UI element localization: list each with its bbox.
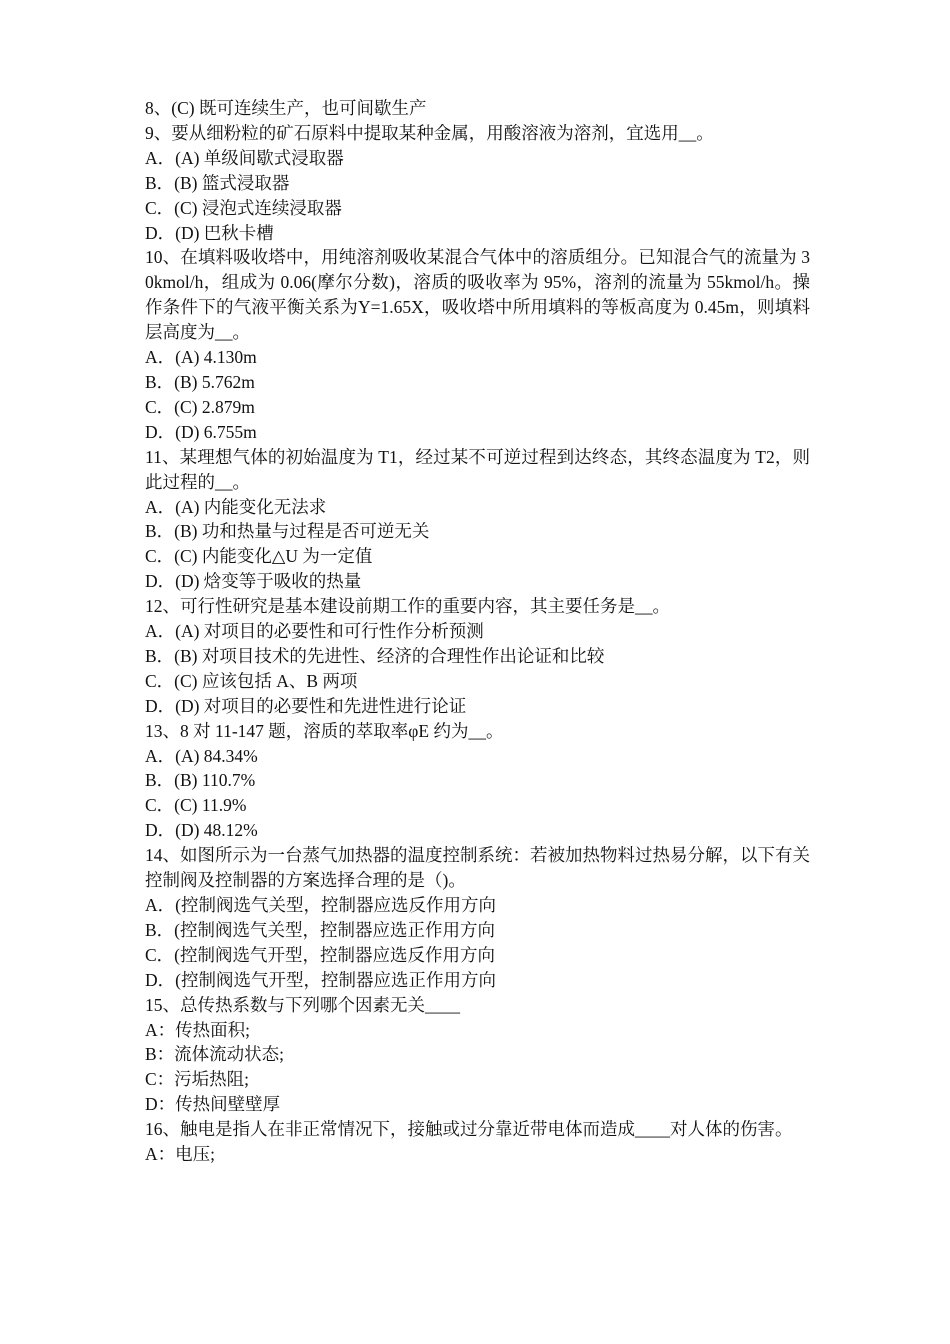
text-line: 8、(C) 既可连续生产，也可间歇生产 bbox=[145, 98, 427, 118]
option-c: C．(C) 11.9% bbox=[145, 795, 247, 816]
question-14: 14、如图所示为一台蒸气加热器的温度控制系统：若被加热物料过热易分解，以下有关控制阀及控制器的方案选择合理的是（)。 bbox=[145, 845, 810, 891]
option-b: B．(B) 5.762m bbox=[145, 371, 255, 392]
option-c: C．(控制阀选气开型，控制器应选反作用方向 bbox=[145, 944, 495, 965]
question-11: 11、某理想气体的初始温度为 T1，经过某不可逆过程到达终态，其终态温度为 T2，则此过程的__。 bbox=[145, 446, 810, 492]
option-a: A．(A) 对项目的必要性和可行性作分析预测 bbox=[145, 621, 484, 642]
option-c: C：污垢热阻; bbox=[145, 1069, 250, 1090]
option-a: A．(A) 4.130m bbox=[145, 347, 257, 368]
option-c: C．(C) 内能变化△U 为一定值 bbox=[145, 546, 373, 567]
option-d: D．(D) 焓变等于吸收的热量 bbox=[145, 571, 362, 592]
document-page bbox=[145, 96, 810, 1167]
question-15: 15、总传热系数与下列哪个因素无关____ bbox=[145, 994, 460, 1015]
option-a: A．(A) 内能变化无法求 bbox=[145, 496, 327, 517]
option-d: D．(D) 48.12% bbox=[145, 820, 258, 841]
question-16: 16、触电是指人在非正常情况下，接触或过分靠近带电体而造成____对人体的伤害。 bbox=[145, 1119, 793, 1140]
option-b: B．(B) 110.7% bbox=[145, 770, 256, 791]
option-d: D：传热间壁壁厚 bbox=[145, 1094, 281, 1115]
option-d: D．(D) 巴秋卡槽 bbox=[145, 222, 274, 243]
option-d: D．(D) 6.755m bbox=[145, 421, 257, 442]
option-a: A：电压; bbox=[145, 1144, 215, 1165]
option-b: B．(B) 对项目技术的先进性、经济的合理性作出论证和比较 bbox=[145, 645, 605, 666]
option-b: B．(B) 篮式浸取器 bbox=[145, 172, 290, 193]
option-b: B．(B) 功和热量与过程是否可逆无关 bbox=[145, 521, 430, 542]
question-10: 10、在填料吸收塔中，用纯溶剂吸收某混合气体中的溶质组分。已知混合气的流量为 30kmol/h，组成为 0.06(摩尔分数)，溶质的吸收率为 95%，溶剂的流量为 55kmol/h。操作条件下的气液平衡关系为Y=1.65X，吸收塔中所用填料的等板高度为 0.45m，则填料层高度为__。 bbox=[145, 247, 810, 343]
question-9: 9、要从细粉粒的矿石原料中提取某种金属，用酸溶液为溶剂，宜选用__。 bbox=[145, 122, 714, 143]
option-b: B．(控制阀选气关型，控制器应选正作用方向 bbox=[145, 919, 495, 940]
option-a: A．(A) 单级间歇式浸取器 bbox=[145, 147, 344, 168]
option-b: B：流体流动状态; bbox=[145, 1044, 285, 1065]
option-d: D．(D) 对项目的必要性和先进性进行论证 bbox=[145, 695, 467, 716]
option-c: C．(C) 应该包括 A、B 两项 bbox=[145, 670, 358, 691]
option-a: A．(控制阀选气关型，控制器应选反作用方向 bbox=[145, 895, 496, 915]
option-a: A：传热面积; bbox=[145, 1019, 250, 1040]
option-d: D．(控制阀选气开型，控制器应选正作用方向 bbox=[145, 969, 496, 990]
question-12: 12、可行性研究是基本建设前期工作的重要内容，其主要任务是__。 bbox=[145, 596, 670, 617]
question-13: 13、8 对 11-147 题，溶质的萃取率φE 约为__。 bbox=[145, 720, 504, 741]
option-c: C．(C) 2.879m bbox=[145, 396, 255, 417]
option-c: C．(C) 浸泡式连续浸取器 bbox=[145, 197, 342, 218]
option-a: A．(A) 84.34% bbox=[145, 745, 258, 766]
